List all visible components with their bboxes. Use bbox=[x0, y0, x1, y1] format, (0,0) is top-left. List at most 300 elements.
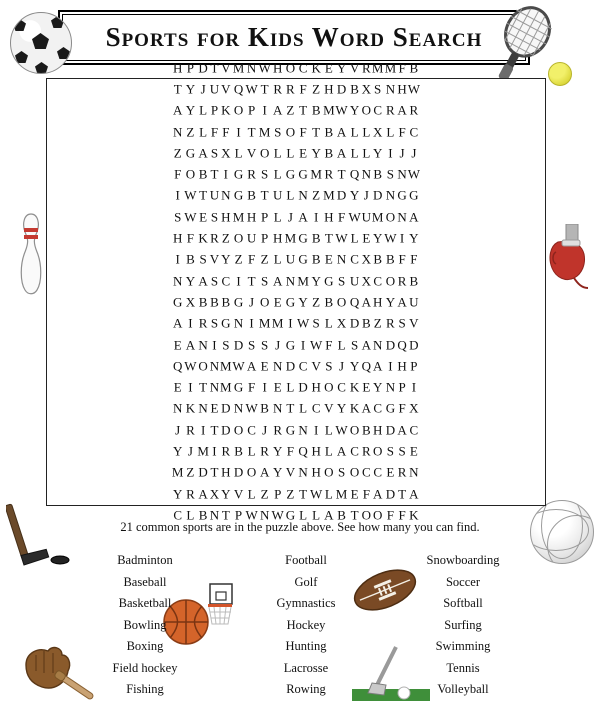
grid-cell: D bbox=[221, 401, 231, 417]
grid-cell: L bbox=[324, 422, 333, 438]
grid-row bbox=[172, 484, 421, 505]
grid-cell: Y bbox=[385, 294, 396, 310]
grid-cell: Z bbox=[312, 81, 321, 97]
grid-cell: C bbox=[373, 102, 382, 118]
grid-cell: F bbox=[398, 252, 406, 268]
grid-cell: K bbox=[198, 230, 208, 246]
grid-cell: N bbox=[272, 358, 283, 374]
grid-cell: B bbox=[210, 294, 219, 310]
grid-cell: H bbox=[397, 81, 407, 97]
grid-cell: A bbox=[272, 273, 283, 289]
grid-cell: M bbox=[197, 443, 209, 459]
grid-cell: D bbox=[336, 81, 347, 97]
word-list-item: Softball bbox=[443, 596, 483, 610]
grid-cell: C bbox=[409, 422, 419, 438]
grid-cell: B bbox=[260, 401, 269, 417]
grid-cell: A bbox=[409, 209, 419, 225]
grid-cell: S bbox=[398, 315, 406, 331]
grid-cell: W bbox=[245, 401, 258, 417]
grid-cell: O bbox=[361, 507, 371, 523]
grid-cell: I bbox=[399, 230, 405, 246]
grid-cell: J bbox=[262, 422, 268, 438]
word-list-item: Rowing bbox=[286, 682, 326, 696]
grid-cell: W bbox=[258, 60, 271, 76]
grid-cell: O bbox=[198, 358, 208, 374]
grid-cell: B bbox=[221, 294, 231, 310]
grid-cell: L bbox=[350, 124, 359, 140]
grid-cell: N bbox=[233, 315, 244, 331]
grid-row bbox=[172, 335, 421, 356]
grid-cell: P bbox=[410, 358, 418, 374]
grid-cell: S bbox=[222, 337, 230, 353]
grid-cell: A bbox=[172, 315, 183, 331]
grid-cell: I bbox=[188, 379, 193, 395]
grid-cell: W bbox=[335, 230, 348, 246]
grid-cell: S bbox=[247, 337, 256, 353]
grid-cell: I bbox=[313, 422, 319, 438]
grid-cell: O bbox=[233, 422, 244, 438]
grid-cell: B bbox=[198, 294, 208, 310]
word-list-item: Volleyball bbox=[437, 682, 489, 696]
grid-cell: M bbox=[310, 166, 322, 182]
word-list-item: Surfing bbox=[444, 617, 482, 632]
grid-cell: H bbox=[324, 81, 334, 97]
grid-cell: C bbox=[298, 358, 308, 374]
grid-cell: M bbox=[297, 273, 309, 289]
grid-cell: U bbox=[285, 252, 296, 268]
grid-cell: C bbox=[311, 401, 321, 417]
grid-cell: Y bbox=[372, 379, 383, 395]
grid-cell: I bbox=[288, 315, 293, 331]
grid-row bbox=[172, 228, 421, 249]
grid-cell: H bbox=[372, 294, 383, 310]
word-list-item: Tennis bbox=[446, 660, 480, 675]
grid-cell: B bbox=[324, 145, 334, 161]
grid-cell: C bbox=[221, 273, 231, 289]
grid-cell: I bbox=[212, 443, 217, 459]
grid-cell: K bbox=[409, 507, 419, 523]
grid-row bbox=[172, 58, 421, 79]
bowling-pin-icon bbox=[16, 212, 46, 298]
grid-cell: J bbox=[187, 443, 193, 459]
grid-cell: Z bbox=[173, 145, 182, 161]
word-list-item: Baseball bbox=[123, 574, 167, 589]
grid-cell: G bbox=[285, 337, 296, 353]
grid-cell: R bbox=[397, 465, 407, 481]
grid-cell: M bbox=[232, 60, 245, 76]
grid-cell: N bbox=[397, 209, 407, 225]
grid-cell: T bbox=[286, 401, 295, 417]
grid-cell: Y bbox=[372, 145, 383, 161]
grid-cell: S bbox=[337, 465, 346, 481]
grid-cell: E bbox=[210, 401, 219, 417]
grid-cell: G bbox=[285, 422, 296, 438]
grid-cell: I bbox=[249, 315, 254, 331]
grid-cell: F bbox=[247, 379, 256, 395]
grid-cell: L bbox=[286, 379, 295, 395]
grid-cell: V bbox=[221, 81, 231, 97]
grid-cell: I bbox=[188, 315, 193, 331]
grid-cell: O bbox=[285, 124, 296, 140]
grid-cell: E bbox=[386, 465, 395, 481]
grid-cell: Y bbox=[272, 443, 283, 459]
grid-cell: R bbox=[397, 273, 407, 289]
grid-cell: I bbox=[262, 102, 267, 118]
grid-cell: P bbox=[274, 486, 282, 502]
grid-cell: U bbox=[209, 81, 220, 97]
grid-cell: E bbox=[199, 209, 208, 225]
grid-cell: E bbox=[350, 486, 359, 502]
grid-row bbox=[172, 271, 421, 292]
grid-cell: C bbox=[173, 507, 183, 523]
grid-cell: V bbox=[324, 401, 334, 417]
grid-cell: S bbox=[199, 252, 207, 268]
word-list-item: Hunting bbox=[285, 639, 327, 653]
grid-cell: A bbox=[336, 443, 347, 459]
grid-cell: Y bbox=[409, 230, 419, 246]
grid-cell: N bbox=[409, 465, 419, 481]
grid-cell: F bbox=[299, 124, 307, 140]
grid-cell: S bbox=[210, 273, 219, 289]
grid-cell: S bbox=[210, 145, 219, 161]
grid-cell: O bbox=[185, 166, 196, 182]
grid-cell: V bbox=[285, 465, 296, 481]
grid-cell: Y bbox=[349, 358, 360, 374]
word-list-item: Fishing bbox=[126, 682, 164, 696]
grid-cell: I bbox=[212, 337, 217, 353]
grid-cell: N bbox=[246, 60, 257, 76]
soccer-ball-icon bbox=[10, 12, 72, 74]
grid-cell: N bbox=[285, 273, 296, 289]
grid-cell: R bbox=[409, 102, 419, 118]
grid-cell: L bbox=[247, 486, 256, 502]
grid-cell: O bbox=[324, 465, 334, 481]
grid-cell: S bbox=[261, 166, 269, 182]
grid-cell: L bbox=[312, 507, 321, 523]
grid-cell: W bbox=[348, 209, 361, 225]
grid-cell: V bbox=[311, 358, 321, 374]
word-list-item: Hockey bbox=[286, 617, 326, 632]
grid-cell: D bbox=[198, 465, 208, 481]
grid-cell: O bbox=[349, 465, 360, 481]
grid-cell: D bbox=[349, 315, 360, 331]
grid-cell: D bbox=[336, 188, 347, 204]
grid-cell: H bbox=[311, 465, 321, 481]
grid-cell: S bbox=[386, 443, 394, 459]
grid-cell: T bbox=[398, 486, 407, 502]
grid-cell: T bbox=[247, 124, 256, 140]
grid-cell: Z bbox=[186, 124, 195, 140]
grid-cell: X bbox=[209, 486, 220, 502]
grid-cell: N bbox=[233, 401, 244, 417]
grid-cell: Q bbox=[349, 294, 360, 310]
grid-cell: N bbox=[385, 81, 396, 97]
grid-row bbox=[172, 164, 421, 185]
grid-cell: S bbox=[210, 315, 219, 331]
grid-cell: A bbox=[361, 337, 371, 353]
grid-cell: M bbox=[271, 315, 284, 331]
grid-cell: S bbox=[386, 166, 394, 182]
grid-cell: Y bbox=[185, 273, 196, 289]
grid-cell: P bbox=[398, 379, 406, 395]
grid-cell: A bbox=[361, 401, 371, 417]
grid-cell: L bbox=[324, 315, 333, 331]
boxing-gloves-icon bbox=[548, 224, 594, 292]
grid-cell: N bbox=[259, 507, 270, 523]
grid-cell: T bbox=[199, 379, 208, 395]
grid-cell: G bbox=[409, 188, 419, 204]
grid-cell: N bbox=[397, 166, 407, 182]
grid-cell: H bbox=[311, 443, 321, 459]
grid-cell: J bbox=[175, 422, 181, 438]
grid-cell: G bbox=[221, 315, 231, 331]
grid-cell: E bbox=[173, 337, 182, 353]
grid-cell: L bbox=[234, 145, 243, 161]
grid-cell: M bbox=[323, 102, 335, 118]
grid-cell: B bbox=[324, 294, 334, 310]
grid-cell: T bbox=[221, 507, 230, 523]
grid-cell: R bbox=[286, 81, 295, 97]
grid-cell: A bbox=[198, 273, 208, 289]
grid-cell: N bbox=[336, 252, 347, 268]
grid-cell: Y bbox=[185, 102, 196, 118]
grid-cell: A bbox=[272, 102, 283, 118]
word-search-grid-frame bbox=[46, 60, 546, 523]
grid-cell: G bbox=[298, 252, 308, 268]
grid-cell: W bbox=[184, 209, 197, 225]
tennis-ball-icon bbox=[548, 62, 572, 86]
grid-cell: V bbox=[221, 60, 231, 76]
grid-cell: L bbox=[273, 252, 282, 268]
grid-cell: C bbox=[350, 252, 359, 268]
grid-cell: L bbox=[273, 209, 282, 225]
grid-cell: G bbox=[233, 188, 244, 204]
grid-cell: L bbox=[199, 102, 208, 118]
grid-cell: G bbox=[285, 294, 296, 310]
word-list-item: Field hockey bbox=[112, 660, 178, 675]
grid-cell: F bbox=[247, 252, 256, 268]
grid-cell: S bbox=[398, 443, 406, 459]
grid-cell: S bbox=[274, 124, 282, 140]
grid-cell: E bbox=[324, 252, 333, 268]
grid-cell: H bbox=[397, 358, 407, 374]
grid-cell: W bbox=[245, 507, 258, 523]
grid-cell: N bbox=[198, 337, 208, 353]
grid-cell: L bbox=[199, 124, 208, 140]
grid-cell: C bbox=[350, 443, 359, 459]
grid-cell: B bbox=[409, 60, 419, 76]
grid-cell: X bbox=[336, 315, 347, 331]
grid-cell: R bbox=[273, 422, 283, 438]
grid-cell: A bbox=[198, 145, 208, 161]
grid-cell: B bbox=[350, 81, 359, 97]
grid-cell: S bbox=[325, 358, 333, 374]
grid-cell: H bbox=[221, 465, 231, 481]
grid-cell: B bbox=[337, 507, 346, 523]
grid-cell: S bbox=[174, 209, 182, 225]
grid-cell: V bbox=[246, 145, 257, 161]
word-list-column-1 bbox=[70, 550, 220, 701]
grid-cell: D bbox=[409, 337, 419, 353]
grid-cell: O bbox=[233, 102, 244, 118]
grid-cell: B bbox=[409, 273, 419, 289]
grid-cell: K bbox=[221, 102, 231, 118]
grid-cell: P bbox=[261, 230, 269, 246]
word-list-item: Snowboarding bbox=[426, 553, 500, 567]
grid-cell: J bbox=[249, 294, 255, 310]
grid-cell: W bbox=[245, 81, 258, 97]
grid-cell: G bbox=[324, 273, 334, 289]
grid-cell: L bbox=[324, 443, 333, 459]
grid-cell: M bbox=[371, 209, 384, 225]
grid-cell: T bbox=[173, 81, 182, 97]
grid-cell: E bbox=[362, 379, 371, 395]
grid-cell: I bbox=[223, 166, 228, 182]
grid-cell: D bbox=[198, 60, 208, 76]
grid-cell: Q bbox=[233, 81, 244, 97]
grid-cell: N bbox=[172, 273, 183, 289]
word-list-item: Soccer bbox=[445, 574, 480, 589]
grid-row bbox=[172, 207, 421, 228]
grid-cell: L bbox=[286, 145, 295, 161]
grid-cell: G bbox=[298, 166, 308, 182]
grid-cell: F bbox=[286, 443, 294, 459]
grid-cell: A bbox=[372, 358, 383, 374]
grid-cell: L bbox=[386, 124, 395, 140]
grid-cell: T bbox=[299, 486, 308, 502]
grid-cell: Q bbox=[361, 358, 371, 374]
grid-cell: Y bbox=[185, 81, 196, 97]
grid-cell: E bbox=[362, 230, 371, 246]
grid-cell: G bbox=[172, 294, 183, 310]
grid-cell: T bbox=[247, 273, 256, 289]
grid-cell: K bbox=[311, 60, 321, 76]
grid-cell: H bbox=[311, 379, 321, 395]
grid-cell: F bbox=[398, 401, 406, 417]
grid-cell: F bbox=[398, 507, 406, 523]
grid-cell: X bbox=[221, 145, 231, 161]
grid-cell: J bbox=[287, 209, 293, 225]
grid-cell: W bbox=[310, 337, 323, 353]
grid-cell: D bbox=[298, 379, 308, 395]
grid-cell: W bbox=[232, 358, 245, 374]
grid-cell: A bbox=[397, 102, 407, 118]
grid-cell: O bbox=[385, 273, 396, 289]
grid-cell: Z bbox=[186, 465, 195, 481]
grid-cell: N bbox=[298, 465, 308, 481]
grid-cell: Q bbox=[397, 337, 407, 353]
instructions-text: 21 common sports are in the puzzle above. See how many you can find. bbox=[120, 520, 480, 534]
grid-cell: L bbox=[324, 486, 333, 502]
grid-cell: O bbox=[349, 422, 360, 438]
grid-cell: Y bbox=[221, 252, 231, 268]
grid-cell: P bbox=[210, 102, 219, 118]
grid-cell: E bbox=[409, 443, 418, 459]
grid-cell: N bbox=[272, 401, 283, 417]
grid-cell: O bbox=[285, 60, 296, 76]
grid-cell: O bbox=[233, 230, 244, 246]
grid-cell: B bbox=[311, 102, 321, 118]
grid-cell: O bbox=[385, 209, 396, 225]
word-list-item: Badminton bbox=[117, 553, 173, 567]
grid-cell: G bbox=[298, 230, 308, 246]
grid-cell: I bbox=[175, 252, 180, 268]
grid-cell: F bbox=[410, 252, 418, 268]
grid-cell: S bbox=[210, 209, 219, 225]
word-list-column-3 bbox=[388, 550, 538, 701]
grid-cell: B bbox=[198, 507, 208, 523]
grid-cell: A bbox=[259, 465, 270, 481]
grid-cell: G bbox=[285, 166, 296, 182]
grid-cell: J bbox=[339, 358, 345, 374]
grid-cell: B bbox=[247, 188, 256, 204]
grid-cell: A bbox=[172, 102, 183, 118]
grid-cell: D bbox=[385, 486, 396, 502]
grid-row bbox=[172, 292, 421, 313]
grid-row bbox=[172, 249, 421, 270]
grid-cell: B bbox=[386, 252, 395, 268]
grid-cell: I bbox=[388, 358, 393, 374]
grid-cell: O bbox=[259, 145, 270, 161]
grid-cell: G bbox=[285, 507, 296, 523]
grid-cell: I bbox=[262, 379, 267, 395]
grid-cell: L bbox=[350, 145, 359, 161]
grid-cell: A bbox=[185, 337, 196, 353]
grid-cell: U bbox=[246, 230, 257, 246]
grid-cell: L bbox=[299, 401, 308, 417]
grid-cell: W bbox=[296, 315, 310, 331]
grid-cell: A bbox=[298, 209, 308, 225]
grid-cell: Y bbox=[272, 465, 283, 481]
grid-cell: H bbox=[172, 60, 183, 76]
grid-cell: S bbox=[261, 273, 269, 289]
grid-cell: L bbox=[186, 507, 195, 523]
grid-cell: E bbox=[273, 379, 282, 395]
grid-cell: G bbox=[397, 188, 407, 204]
grid-cell: P bbox=[186, 60, 195, 76]
grid-cell: V bbox=[349, 60, 360, 76]
grid-cell: P bbox=[234, 507, 243, 523]
grid-cell: C bbox=[247, 422, 256, 438]
grid-cell: W bbox=[407, 166, 421, 182]
grid-cell: I bbox=[300, 337, 306, 353]
grid-cell: G bbox=[385, 401, 396, 417]
grid-cell: Y bbox=[336, 401, 347, 417]
grid-cell: X bbox=[372, 124, 383, 140]
grid-cell: F bbox=[362, 486, 370, 502]
grid-cell: W bbox=[335, 102, 348, 118]
grid-cell: C bbox=[373, 401, 382, 417]
grid-cell: C bbox=[373, 465, 382, 481]
grid-cell: Y bbox=[349, 188, 360, 204]
grid-cell: M bbox=[220, 358, 232, 374]
grid-cell: U bbox=[361, 209, 371, 225]
grid-cell: R bbox=[273, 81, 283, 97]
grid-cell: Z bbox=[312, 294, 321, 310]
grid-cell: N bbox=[298, 188, 308, 204]
grid-cell: M bbox=[220, 379, 232, 395]
grid-cell: L bbox=[247, 443, 256, 459]
grid-cell: M bbox=[171, 465, 184, 481]
grid-row bbox=[172, 377, 421, 398]
grid-cell: A bbox=[198, 486, 208, 502]
grid-cell: S bbox=[261, 337, 269, 353]
grid-cell: F bbox=[398, 60, 406, 76]
grid-cell: V bbox=[233, 486, 244, 502]
grid-cell: T bbox=[210, 422, 219, 438]
grid-cell: R bbox=[260, 443, 269, 459]
grid-cell: L bbox=[273, 145, 282, 161]
